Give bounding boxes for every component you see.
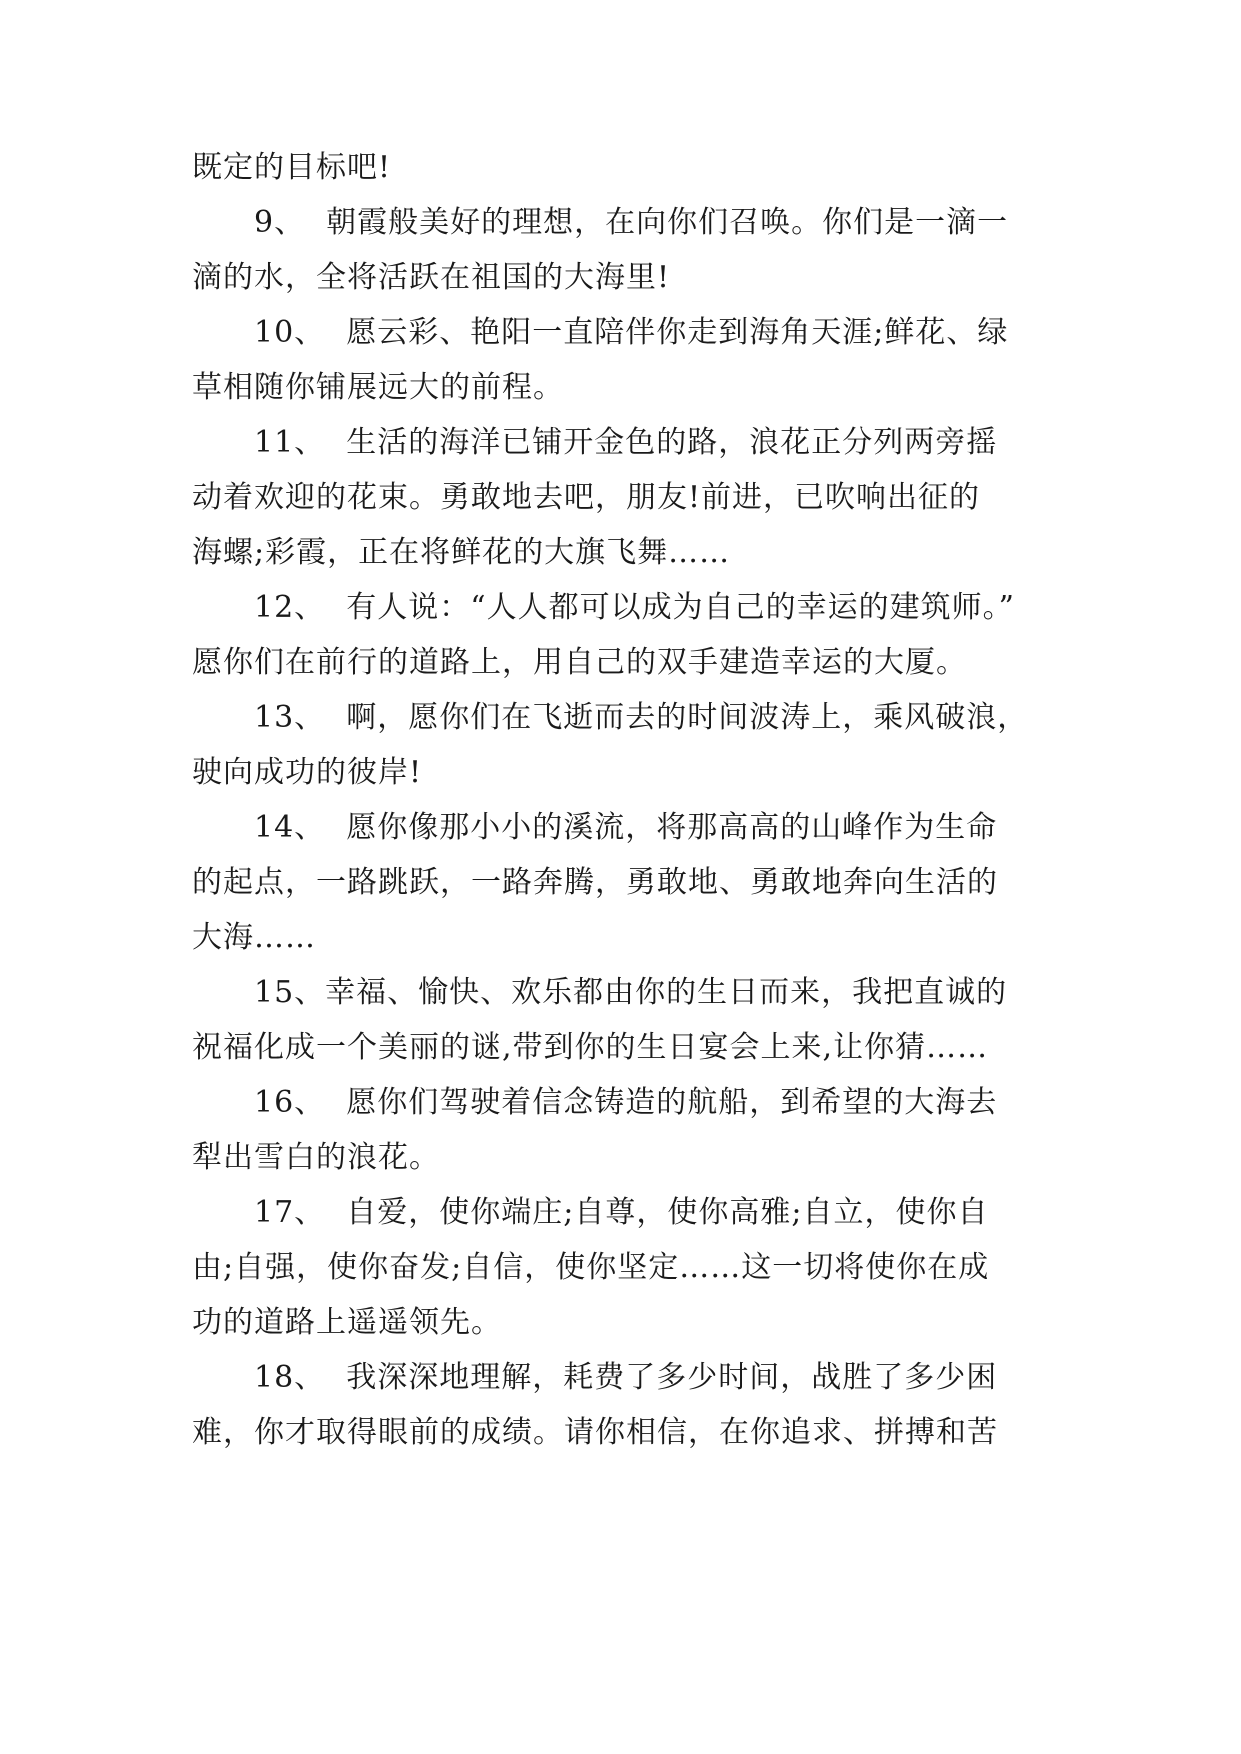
text-line: 18、 我深深地理解，耗费了多少时间，战胜了多少困	[254, 1360, 998, 1395]
text-line: 滴的水，全将活跃在祖国的大海里!	[192, 260, 671, 295]
text-line: 动着欢迎的花束。勇敢地去吧，朋友!前进，已吹响出征的	[192, 480, 981, 515]
text-line: 犁出雪白的浪花。	[192, 1140, 440, 1175]
text-line: 16、 愿你们驾驶着信念铸造的航船，到希望的大海去	[254, 1085, 998, 1120]
text-line: 既定的目标吧!	[192, 150, 392, 185]
text-line: 17、 自爱，使你端庄;自尊，使你高雅;自立，使你自	[254, 1195, 989, 1230]
text-line: 11、 生活的海洋已铺开金色的路，浪花正分列两旁摇	[254, 425, 998, 460]
text-line: 10、 愿云彩、艳阳一直陪伴你走到海角天涯;鲜花、绿	[254, 315, 1009, 350]
text-line: 驶向成功的彼岸!	[192, 755, 423, 790]
text-line: 的起点，一路跳跃，一路奔腾，勇敢地、勇敢地奔向生活的	[192, 865, 998, 900]
text-line: 大海……	[192, 920, 316, 955]
text-line: 草相随你铺展远大的前程。	[192, 370, 564, 405]
text-line: 祝福化成一个美丽的谜,带到你的生日宴会上来,让你猜……	[192, 1030, 989, 1065]
text-line: 12、 有人说：“人人都可以成为自己的幸运的建筑师。”	[254, 590, 1015, 625]
text-line: 由;自强，使你奋发;自信，使你坚定……这一切将使你在成	[192, 1250, 990, 1285]
text-line: 15、幸福、愉快、欢乐都由你的生日而来，我把直诚的	[254, 975, 1008, 1010]
text-line: 13、 啊，愿你们在飞逝而去的时间波涛上，乘风破浪，	[254, 700, 1029, 735]
text-line: 9、 朝霞般美好的理想，在向你们召唤。你们是一滴一	[254, 205, 1009, 240]
text-line: 难，你才取得眼前的成绩。请你相信，在你追求、拼搏和苦	[192, 1415, 998, 1450]
text-line: 海螺;彩霞，正在将鲜花的大旗飞舞……	[192, 535, 731, 570]
text-line: 愿你们在前行的道路上，用自己的双手建造幸运的大厦。	[192, 645, 967, 680]
text-line: 14、 愿你像那小小的溪流，将那高高的山峰作为生命	[254, 810, 998, 845]
text-line: 功的道路上遥遥领先。	[192, 1305, 502, 1340]
